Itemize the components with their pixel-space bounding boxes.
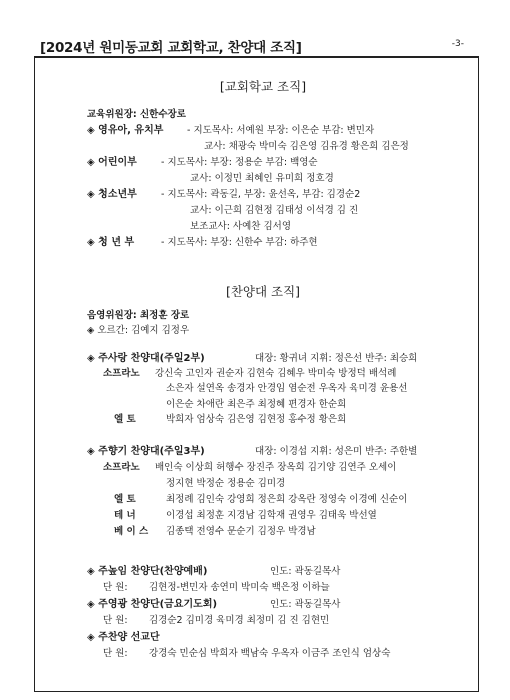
hyang-soprano-label: 소프라노 (103, 462, 140, 473)
nopim-members-label: 단 원: (103, 582, 128, 593)
document-title: [2024년 원미동교회 교회학교, 찬양대 조직] (40, 40, 302, 56)
nopim-team-info: 인도: 곽동길목사 (270, 566, 341, 577)
sarang-soprano-row-1: 강신숙 고인자 권순자 김현숙 김혜우 박미숙 방정덕 배석례 (155, 368, 397, 379)
hyang-alto-members: 최정례 김인숙 강영희 정은희 강옥란 정영숙 이경예 신순이 (166, 494, 408, 505)
nopim-members: 김현정-변민자 송연미 박미숙 백은정 이하늘 (149, 582, 330, 593)
children-dept-teachers: 교사: 이정민 최혜인 유미희 정호경 (190, 173, 334, 184)
sarang-choir-info: 대장: 황귀녀 지휘: 정은선 반주: 최승희 (255, 353, 418, 364)
yeonggwang-team-info: 인도: 곽동길목사 (270, 599, 341, 610)
organ-players: ◈ 오르간: 김예지 김정우 (87, 325, 190, 336)
young-adult-dept-info: - 지도목사: 부장: 신한수 부감: 하주현 (161, 237, 318, 248)
infant-dept-label: ◈ 영유아, 유치부 (87, 125, 164, 136)
children-dept-info: - 지도목사: 부장: 정용순 부감: 백영순 (161, 157, 318, 168)
school-chair: 교육위원장: 신한수장로 (87, 109, 186, 120)
sarang-choir-title: ◈ 주사랑 찬양대(주일2부) (87, 353, 205, 364)
youth-dept-label: ◈ 청소년부 (87, 189, 137, 200)
children-dept-label: ◈ 어린이부 (87, 157, 137, 168)
content-frame (34, 56, 479, 692)
youth-dept-info: - 지도목사: 곽동길, 부장: 윤선옥, 부감: 김경순2 (161, 189, 361, 200)
sarang-soprano-row-2: 소은자 설연옥 송경자 안경임 염순전 우옥자 육미경 윤용선 (166, 383, 408, 394)
young-adult-dept-label: ◈ 청 년 부 (87, 237, 135, 248)
yeonggwang-members: 김경순2 김미경 육미경 최정미 김 진 김현민 (149, 615, 330, 626)
sarang-alto-label: 엘 토 (114, 414, 136, 425)
youth-dept-teachers: 교사: 이근희 김현정 김태성 이석경 김 진 (190, 205, 359, 216)
page-number: -3- (451, 39, 464, 49)
sarang-soprano-row-3: 이은순 차애란 최은주 최정혜 편경자 한순희 (166, 399, 347, 410)
hyang-tenor-label: 테 너 (114, 510, 136, 521)
nopim-team-title: ◈ 주높임 찬양단(찬양예배) (87, 566, 208, 577)
sarang-soprano-label: 소프라노 (103, 368, 140, 379)
chanyang-members-label: 단 원: (103, 648, 128, 659)
choir-chair: 음영위원장: 최정훈 장로 (87, 310, 190, 321)
chanyang-members: 강경숙 민순심 박희자 백남숙 우옥자 이금주 조인식 엄상숙 (149, 648, 391, 659)
yeonggwang-team-title: ◈ 주영광 찬양단(금요기도회) (87, 599, 218, 610)
infant-dept-info: - 지도목사: 서예원 부장: 이은순 부감: 변민자 (187, 125, 375, 136)
school-section-title: [교회학교 조직] (219, 79, 307, 94)
sarang-alto-members: 박희자 엄상숙 김은영 김현정 홍수정 황은희 (166, 414, 347, 425)
hyang-choir-title: ◈ 주향기 찬양대(주일3부) (87, 446, 205, 457)
choir-section-title: [찬양대 조직] (225, 284, 301, 299)
hyang-bass-members: 김종택 전영수 문순기 김정우 박경남 (166, 526, 316, 537)
yeonggwang-members-label: 단 원: (103, 615, 128, 626)
hyang-soprano-row-2: 정지현 박정순 정용순 김미경 (166, 478, 286, 489)
hyang-soprano-row-1: 배인숙 이상희 허행수 장진주 장옥희 김기양 김연주 오세이 (155, 462, 397, 473)
document-header (40, 36, 470, 56)
infant-dept-teachers: 교사: 채광숙 박미숙 김은영 김유경 황은희 김은정 (204, 141, 409, 152)
chanyang-team-title: ◈ 주찬양 선교단 (87, 632, 160, 643)
hyang-tenor-members: 이경섭 최정훈 지경남 김학재 권영우 김태욱 박선열 (166, 510, 377, 521)
youth-dept-assistants: 보조교사: 사예찬 김서영 (190, 221, 292, 232)
hyang-alto-label: 엘 토 (114, 494, 136, 505)
hyang-bass-label: 베 이 스 (114, 526, 149, 537)
hyang-choir-info: 대장: 이경섭 지휘: 성은미 반주: 주한별 (255, 446, 418, 457)
